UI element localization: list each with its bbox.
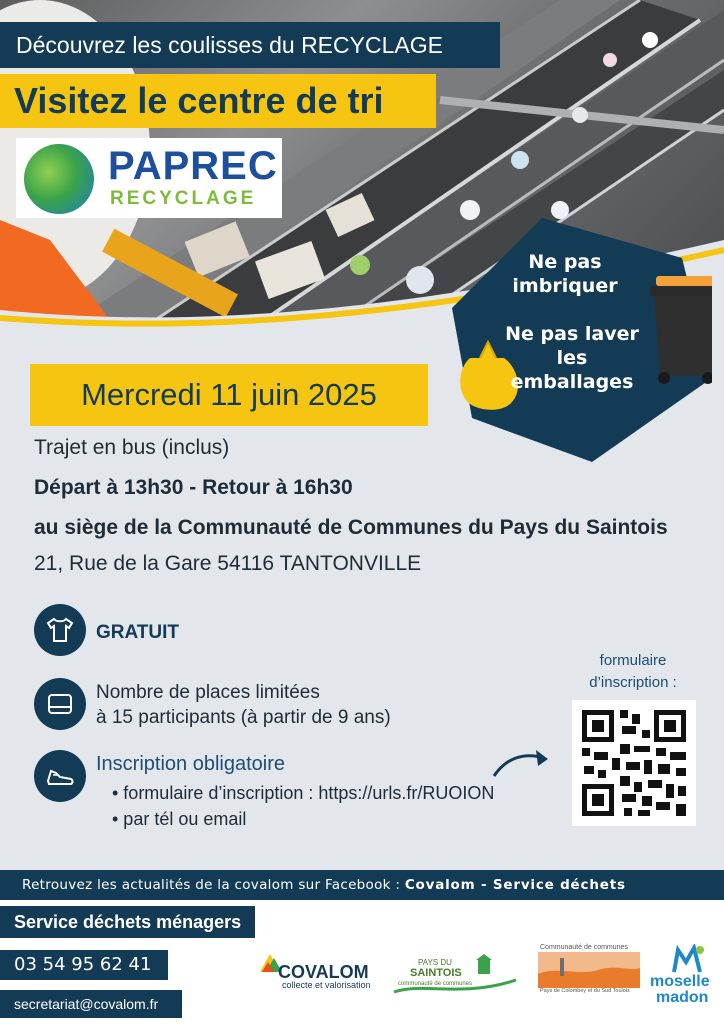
seats-line-2: à 15 participants (à partir de 9 ans) [96, 707, 391, 728]
sneaker-icon [34, 750, 86, 802]
event-date: Mercredi 11 juin 2025 [30, 364, 428, 426]
paprec-logo-subtitle: RECYCLAGE [110, 188, 257, 209]
page-title: Visitez le centre de tri [0, 74, 436, 128]
free-label: GRATUIT [96, 622, 180, 643]
moselle-logo-line-2: madon [656, 989, 709, 1006]
moselle-madon-logo-icon [670, 944, 706, 974]
seats-line-1: Nombre de places limitées [96, 682, 320, 703]
meeting-place: au siège de la Communauté de Communes du Pays du Saintois [34, 516, 668, 539]
paprec-logo-name: PAPREC [108, 144, 278, 188]
colombey-logo-line-2: Pays de Colombey et du Sud Toulois [540, 988, 630, 994]
colombey-logo-line-1: Communauté de communes [540, 944, 628, 951]
saintois-logo-line-1: PAYS DU [418, 958, 452, 967]
seats-info [96, 680, 391, 730]
service-label: Service déchets ménagers [0, 906, 255, 938]
colombey-logo-icon [538, 952, 640, 988]
covalom-logo-subtitle: collecte et valorisation [282, 980, 371, 990]
tshirt-icon [34, 604, 86, 656]
facebook-page-link[interactable]: Covalom - Service déchets [404, 877, 626, 893]
saintois-logo-line-2: SAINTOIS [410, 967, 462, 979]
qr-code[interactable] [572, 700, 696, 826]
tip-no-nesting: Ne pas imbriquer [512, 251, 618, 297]
email-address[interactable]: secretariat@covalom.fr [0, 990, 182, 1018]
saintois-logo-line-3: communauté de communes [398, 981, 473, 987]
qr-label-line-1: formulaire [599, 652, 667, 669]
qr-label-line-2: d’inscription : [589, 674, 677, 691]
seat-icon [34, 678, 86, 730]
paprec-globe-icon [24, 144, 94, 214]
phone-number[interactable]: 03 54 95 62 41 [0, 950, 168, 980]
schedule-info: Départ à 13h30 - Retour à 16h30 [34, 476, 353, 499]
facebook-banner [0, 870, 724, 900]
registration-contact: • par tél ou email [112, 809, 247, 829]
covalom-logo-name: COVALOM [278, 962, 369, 982]
paprec-logo [16, 138, 282, 218]
qr-label [568, 650, 698, 694]
tip-no-washing: Ne pas laver les emballages [505, 323, 639, 393]
registration-link[interactable]: • formulaire d’inscription : https://urls.fr/RUOION [112, 783, 495, 803]
meeting-address: 21, Rue de la Gare 54116 TANTONVILLE [34, 552, 422, 575]
kicker-banner: Découvrez les coulisses du RECYCLAGE [0, 22, 500, 68]
registration-label: Inscription obligatoire [96, 753, 285, 775]
arrow-icon [490, 746, 554, 780]
facebook-text: Retrouvez les actualités de la covalom sur Facebook : [22, 877, 405, 893]
transport-info: Trajet en bus (inclus) [34, 436, 230, 459]
moselle-logo-line-1: moselle [650, 973, 710, 990]
